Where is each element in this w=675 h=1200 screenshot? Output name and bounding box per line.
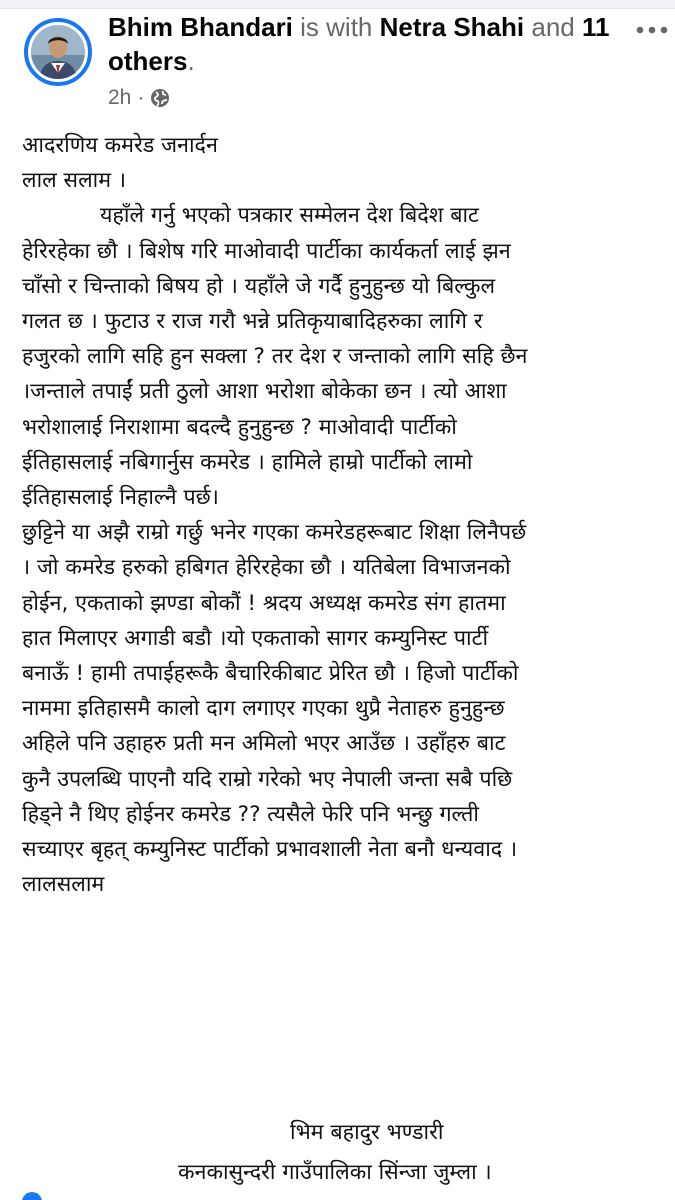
post-meta [108, 86, 170, 110]
post-line: छुट्टिने या अझै राम्रो गर्छु भनेर गएका कमरेडहरूबाट शिक्षा लिनैपर्छ [22, 520, 527, 546]
author-line-period: . [187, 46, 195, 76]
post-line: हात मिलाएर अगाडी बडौ ।यो एकताको सागर कम्युनिस्ट पार्टी [22, 625, 489, 651]
post-line: गलत छ । फुटाउ र राज गरौ भन्ने प्रतिकृयाबादिहरुका लागि र [22, 309, 483, 335]
post-line: सच्याएर बृहत् कम्युनिस्ट पार्टीको प्रभावशाली नेता बनौ धन्यवाद । [22, 837, 518, 863]
post-header [0, 8, 675, 118]
and-text: and [531, 12, 575, 42]
post-signature [0, 1113, 675, 1193]
post-line: भरोशालाई निराशामा बदल्दै हुनुहुन्छ ? माओवादी पार्टीको [22, 414, 457, 440]
author-name[interactable]: Bhim Bhandari [108, 12, 293, 42]
avatar-portrait-icon [31, 25, 85, 79]
post-line: हिड्ने नै थिए होईनर कमरेड ?? त्यसैले फेरि पनि भन्छु गल्ती [22, 801, 479, 827]
post-line: हजुरको लागि सहि हुन सक्ला ? तर देश र जन्ताको लागि सहि छैन [22, 344, 528, 370]
post-timestamp[interactable]: 2h [108, 86, 132, 109]
signature-name: भिम बहादुर भण्डारी [290, 1120, 444, 1145]
signature-place: कनकासुन्दरी गाउँपालिका सिंन्जा जुम्ला । [178, 1160, 492, 1185]
post-line: कुनै उपलब्धि पाएनौ यदि राम्रो गरेको भए नेपाली जन्ता सबै पछि [22, 766, 513, 792]
more-options-icon[interactable] [635, 20, 669, 40]
post-line: लाल सलाम । [22, 168, 127, 194]
post-line: ।जन्ताले तपाईं प्रती ठुलो आशा भरोशा बोकेका छन । त्यो आशा [22, 379, 507, 405]
post-line: होईन, एकताको झण्डा बोकौं ! श्रदय अध्यक्ष कमरेड संग हातमा [22, 590, 506, 616]
post-author-line [108, 10, 628, 78]
post-line: यहाँले गर्नु भएको पत्रकार सम्मेलन देश बिदेश बाट [100, 203, 479, 229]
post-line: । जो कमरेड हरुको हबिगत हेरिरहेका छौ । यतिबेला विभाजनको [22, 555, 511, 581]
meta-separator: · [137, 86, 145, 109]
with-text: is with [300, 12, 373, 42]
post-line: अहिले पनि उहाहरु प्रती मन अमिलो भएर आउँछ । उहाँहरु बाट [22, 731, 506, 757]
post-line: नाममा इतिहासमै कालो दाग लगाएर गएका थुप्रै नेताहरु हुनुहुन्छ [22, 696, 505, 722]
globe-icon[interactable] [150, 88, 170, 108]
tagged-friend[interactable]: Netra Shahi [379, 12, 525, 42]
reaction-icon[interactable] [22, 1192, 42, 1200]
post-line: आदरणिय कमरेड जनार्दन [22, 133, 218, 158]
post-line: हेरिरहेका छौ । बिशेष गरि माओवादी पार्टीका कार्यकर्ता लाई झन [22, 238, 511, 264]
post-text [22, 128, 668, 902]
post-line: बनाऊँ ! हामी तपाईहरूकै बैचारिकीबाट प्रेरित छौ । हिजो पार्टीको [22, 661, 519, 687]
avatar-photo [31, 25, 85, 79]
post-line: ईतिहासलाई नबिगार्नुस कमरेड । हामिले हाम्रो पार्टीको लामो [22, 449, 473, 475]
author-avatar[interactable] [24, 18, 92, 86]
post-line: लालसलाम [22, 872, 105, 898]
post-line: चाँसो र चिन्ताको बिषय हो । यहाँले जे गर्दै हुनुहुन्छ यो बिल्कुल [22, 273, 496, 299]
tagged-others-link[interactable]: 11 others [108, 12, 610, 76]
post-line: ईतिहासलाई निहाल्नै पर्छ। [22, 485, 219, 511]
